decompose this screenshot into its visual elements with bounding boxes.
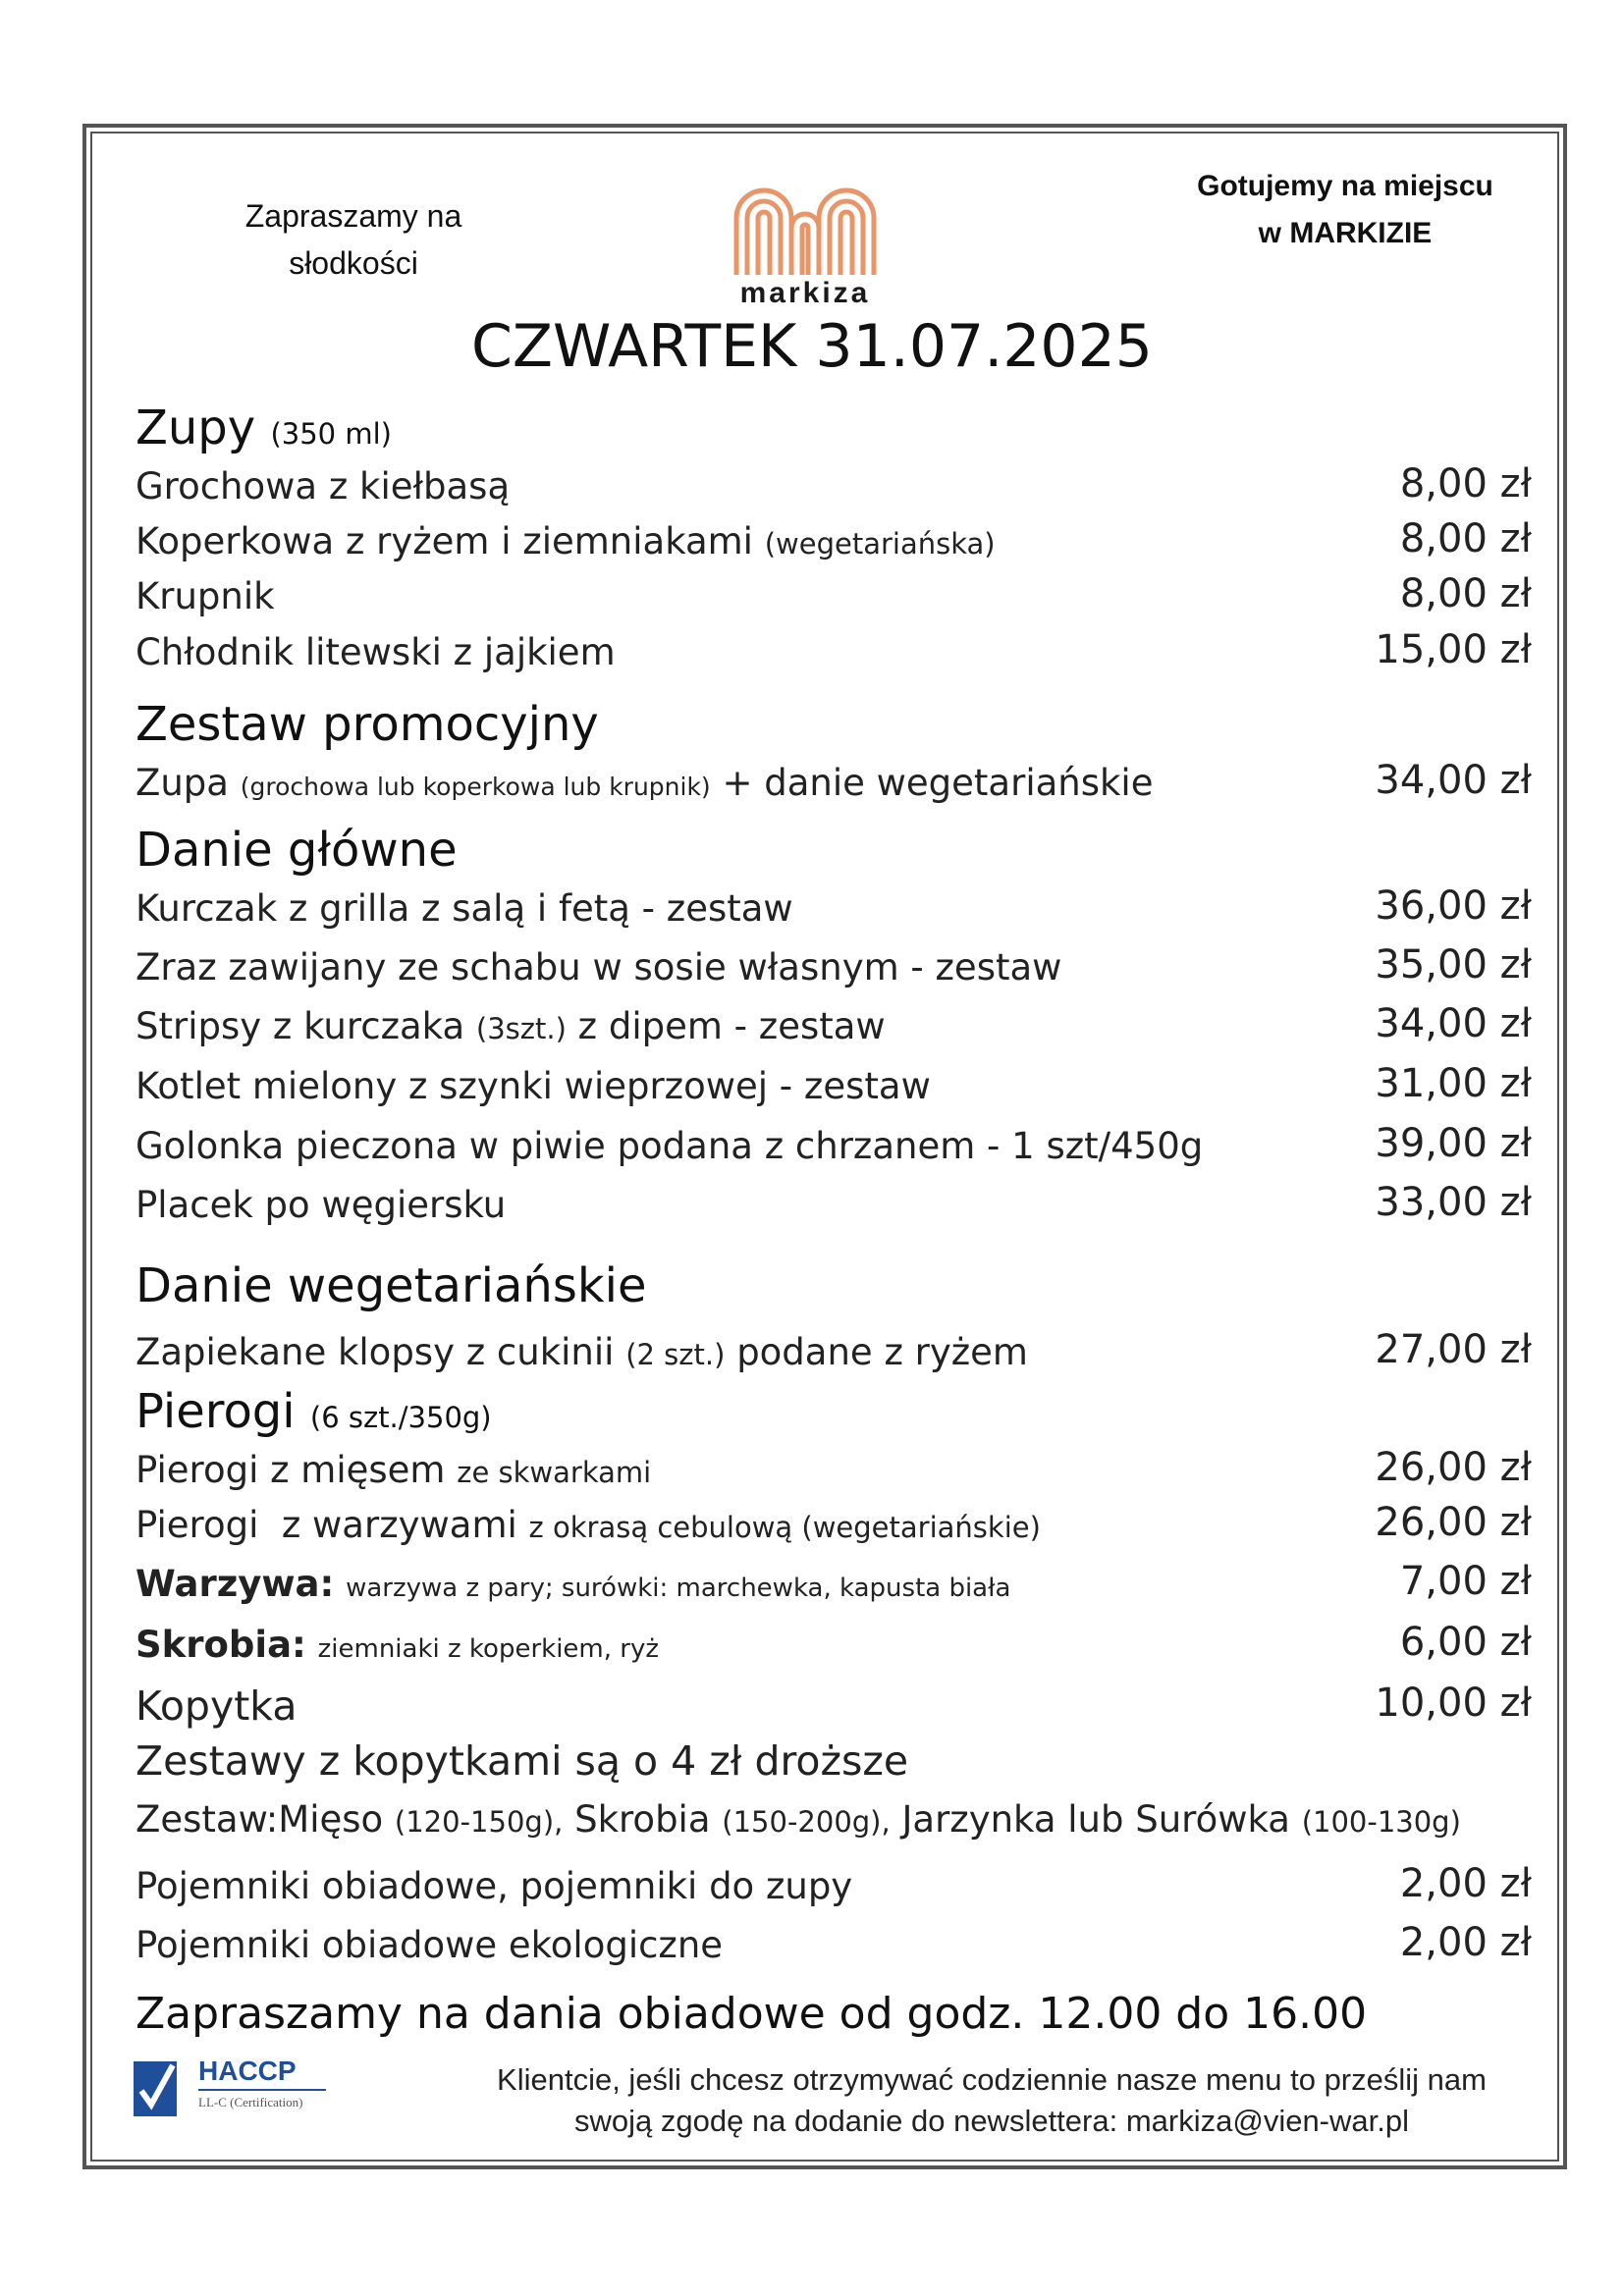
sweets-invite xyxy=(196,192,511,287)
cooking-onsite-line2: w MARKIZIE xyxy=(1258,217,1433,249)
haccp-sub: LL-C (Certification) xyxy=(198,2095,303,2109)
menu-item: Golonka pieczona w piwie podana z chrzanem - 1 szt/450g xyxy=(135,1125,1204,1167)
menu-item xyxy=(135,1563,1010,1605)
menu-item-name: Zupa xyxy=(135,762,229,804)
menu-item xyxy=(135,1624,659,1666)
menu-item xyxy=(135,1005,886,1047)
menu-item xyxy=(135,631,616,673)
section-soups-title: Zupy xyxy=(135,400,256,455)
set-part-note: (150-200g), xyxy=(722,1805,891,1839)
menu-item-note: warzywa z pary; surówki: marchewka, kapusta biała xyxy=(346,1574,1011,1603)
section-pierogi-note: (6 szt./350g) xyxy=(309,1401,492,1434)
menu-item-price: 7,00 zł xyxy=(1399,1559,1532,1604)
menu-item: Kopytka xyxy=(135,1682,298,1730)
set-part-note: (100-130g) xyxy=(1301,1805,1461,1839)
menu-item-name: Chłodnik litewski z jajkiem xyxy=(135,631,616,673)
menu-item-name: Stripsy z kurczaka xyxy=(135,1005,465,1047)
section-pierogi-title: Pierogi xyxy=(135,1384,296,1439)
section-soups-note: (350 ml) xyxy=(270,417,392,451)
menu-item-price: 34,00 zł xyxy=(1375,1001,1532,1046)
menu-item-price: 8,00 zł xyxy=(1399,516,1532,561)
sweets-invite-line2: słodkości xyxy=(289,245,418,281)
lunch-hours: Zapraszamy na dania obiadowe od godz. 12.00 do 16.00 xyxy=(135,1989,1368,2039)
haccp-check-icon xyxy=(134,2056,181,2118)
newsletter-note xyxy=(432,2059,1551,2142)
menu-item xyxy=(135,1449,651,1491)
menu-item-note: (grochowa lub koperkowa lub krupnik) xyxy=(240,773,711,801)
menu-item: Placek po węgiersku xyxy=(135,1184,507,1226)
set-part-note: (120-150g), xyxy=(394,1805,564,1839)
menu-item-name: Grochowa z kiełbasą xyxy=(135,465,511,507)
menu-item-price: 36,00 zł xyxy=(1375,883,1532,929)
menu-item-price: 6,00 zł xyxy=(1399,1620,1532,1665)
section-mains-title: Danie główne xyxy=(135,823,458,878)
menu-item-name: Koperkowa z ryżem i ziemniakami xyxy=(135,520,753,562)
menu-item-name: Krupnik xyxy=(135,575,275,617)
cooking-onsite-note xyxy=(1159,163,1532,257)
menu-item xyxy=(135,1331,1028,1373)
menu-date-title: CZWARTEK 31.07.2025 xyxy=(471,312,1153,381)
sweets-invite-line1: Zapraszamy na xyxy=(244,198,462,234)
menu-item-price: 39,00 zł xyxy=(1375,1121,1532,1166)
menu-item-price: 8,00 zł xyxy=(1399,461,1532,507)
menu-item-price: 27,00 zł xyxy=(1375,1327,1532,1372)
menu-item xyxy=(135,762,1153,804)
section-vege-title: Danie wegetariańskie xyxy=(135,1258,647,1313)
menu-item-name: Pierogi z warzywami xyxy=(135,1504,517,1546)
haccp-badge xyxy=(134,2052,350,2120)
menu-item xyxy=(135,465,510,507)
menu-item-price: 34,00 zł xyxy=(1375,758,1532,803)
menu-item-suffix: + danie wegetariańskie xyxy=(722,762,1154,804)
set-part: Zestaw:Mięso xyxy=(135,1798,384,1841)
set-part: Jarzynka lub Surówka xyxy=(901,1798,1290,1841)
menu-item-note: (wegetariańska) xyxy=(764,527,996,561)
menu-item-price: 31,00 zł xyxy=(1375,1061,1532,1106)
menu-item-note: (2 szt.) xyxy=(625,1338,726,1371)
kopytka-info: Zestawy z kopytkami są o 4 zł droższe xyxy=(135,1737,909,1785)
markiza-logo-icon xyxy=(727,169,884,277)
menu-item-price: 8,00 zł xyxy=(1399,571,1532,616)
menu-item-note: ziemniaki z koperkiem, ryż xyxy=(317,1634,659,1664)
menu-item-name-suffix: podane z ryżem xyxy=(736,1331,1028,1373)
menu-item-name: Skrobia: xyxy=(135,1624,306,1666)
menu-item xyxy=(135,575,275,617)
menu-item-note: z okrasą cebulową (wegetariańskie) xyxy=(528,1511,1041,1544)
menu-item-price: 2,00 zł xyxy=(1399,1920,1532,1965)
menu-item xyxy=(135,520,996,562)
newsletter-line2: swoją zgodę na dodanie do newslettera: markiza@vien-war.pl xyxy=(574,2104,1409,2138)
menu-item-price: 10,00 zł xyxy=(1375,1681,1532,1726)
menu-item-price: 2,00 zł xyxy=(1399,1861,1532,1906)
menu-item-price: 26,00 zł xyxy=(1375,1445,1532,1490)
menu-item-price: 33,00 zł xyxy=(1375,1180,1532,1225)
menu-item-price: 26,00 zł xyxy=(1375,1500,1532,1545)
set-composition xyxy=(135,1798,1461,1841)
menu-item-name: Zapiekane klopsy z cukinii xyxy=(135,1331,615,1373)
menu-item: Pojemniki obiadowe ekologiczne xyxy=(135,1924,724,1966)
menu-item-price: 35,00 zł xyxy=(1375,942,1532,988)
section-pierogi xyxy=(135,1384,492,1439)
menu-item-note: ze skwarkami xyxy=(457,1456,652,1489)
menu-item-name: Pierogi z mięsem xyxy=(135,1449,446,1491)
cooking-onsite-line1: Gotujemy na miejscu xyxy=(1197,170,1493,202)
haccp-label: HACCP xyxy=(198,2056,297,2086)
menu-item-note: (3szt.) xyxy=(475,1012,567,1045)
menu-item: Kurczak z grilla z salą i fetą - zestaw xyxy=(135,887,793,930)
set-part: Skrobia xyxy=(574,1798,711,1841)
markiza-logo xyxy=(727,169,884,316)
section-promo-title: Zestaw promocyjny xyxy=(135,697,599,752)
menu-item: Zraz zawijany ze schabu w sosie własnym - zestaw xyxy=(135,946,1062,988)
menu-item: Kotlet mielony z szynki wieprzowej - zestaw xyxy=(135,1065,931,1107)
section-soups xyxy=(135,400,392,455)
newsletter-line1: Klientcie, jeśli chcesz otrzymywać codziennie nasze menu to prześlij nam xyxy=(497,2062,1487,2097)
menu-item: Pojemniki obiadowe, pojemniki do zupy xyxy=(135,1865,853,1907)
logo-wordmark: markiza xyxy=(739,277,871,309)
menu-item-price: 15,00 zł xyxy=(1375,627,1532,672)
menu-item-name: Warzywa: xyxy=(135,1563,335,1605)
menu-item xyxy=(135,1504,1041,1546)
menu-item-name-suffix: z dipem - zestaw xyxy=(577,1005,886,1047)
